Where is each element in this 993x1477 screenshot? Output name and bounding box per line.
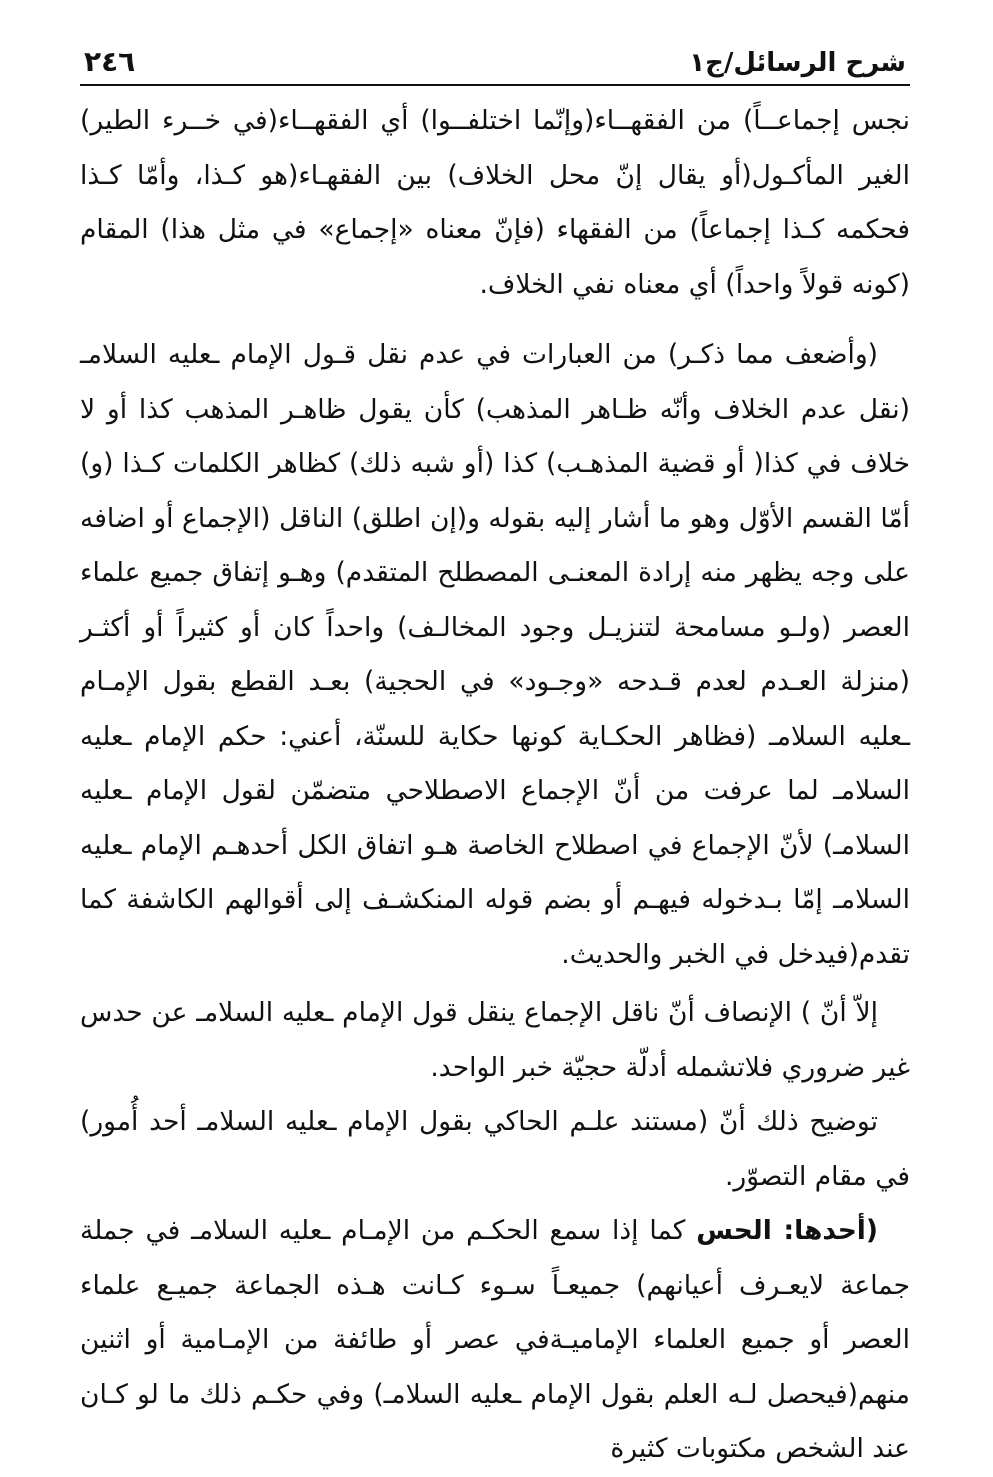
paragraph-5-text: كما إذا سمع الحكـم من الإمـام ـعليه السلامـ في جملة جماعة لايعـرف أعيانهم) جميعـاً سـوء كـانت هـذه الجماعة جميـع علماء العصر أو جميع العلماء الإماميـةفي عصر أو طائفة من الإمـامية أو اثنين منهم(فيحصل لـه العلم بقول الإمام ـعليه السلامـ) وفي حكـم ذلك ما لو كـان عند الشخص مكتوبات كثيرة: [80, 1215, 910, 1464]
page-number: ٢٤٦: [84, 45, 136, 78]
body-text: [80, 94, 910, 1477]
document-page: [80, 40, 910, 1477]
running-header: [80, 40, 910, 86]
paragraph-5: [80, 1204, 910, 1477]
paragraph-1: نجس إجماعــاً) من الفقهــاء(وإنّما اختلفــوا) أي الفقهــاء(في خــرء الطير) الغير المأكـول(أو يقال إنّ محل الخلاف) بين الفقهـاء(هو كـذا، وأمّا كـذا فحكمه كـذا إجماعاً) من الفقهاء (فإنّ معناه «إجماع» في مثل هذا) المقام (كونه قولاً واحداً) أي معناه نفي الخلاف.: [80, 105, 910, 300]
paragraph-4: توضيح ذلك أنّ (مستند علـم الحاكي بقول الإمام ـعليه السلامـ أحد أُمور) في مقام التصوّر.: [80, 1106, 910, 1192]
book-title: شرح الرسائل/ج١: [689, 48, 906, 78]
paragraph-2: (وأضعف مما ذكـر) من العبارات في عدم نقل قـول الإمام ـعليه السلامـ (نقل عدم الخلاف وأنّه ظـاهر المذهب) كأن يقول ظاهـر المذهب كذا أو لا خلاف في كذا( أو قضية المذهـب) كذا (أو شبه ذلك) كظاهر الكلمات كـذا (و) أمّا القسم الأوّل وهو ما أشار إليه بقوله و(إن اطلق) الناقل (الإجماع أو اضافه على وجه يظهر منه إرادة المعنـى المصطلح المتقدم) وهـو إتفاق جميع علماء العصر (ولـو مسامحة لتنزيـل وجود المخالـف) واحداً كان أو كثيراً أو أكثـر (منزلة العـدم لعدم قـدحه «وجـود» في الحجية) بعـد القطع بقول الإمـام ـعليه السلامـ (فظاهر الحكـاية كونها حكاية للسنّة، أعني: حكم الإمام ـعليه السلامـ لما عرفت من أنّ الإجماع الاصطلاحي متضمّن لقول الإمام ـعليه السلامـ) لأنّ الإجماع في اصطلاح الخاصة هـو اتفاق الكل أحدهـم الإمام ـعليه السلامـ إمّا بـدخوله فيهـم أو بضم قوله المنكشـف إلى أقوالهم الكاشفة كما تقدم(فيدخل في الخبر والحديث.: [80, 339, 910, 970]
paragraph-3: إلاّ أنّ ) الإنصاف أنّ ناقل الإجماع ينقل قول الإمام ـعليه السلامـ عن حدس غير ضروري فلاتشمله أدلّة حجيّة خبر الواحد.: [80, 997, 910, 1083]
paragraph-5-lead: (أحدها: الحس: [696, 1215, 878, 1246]
